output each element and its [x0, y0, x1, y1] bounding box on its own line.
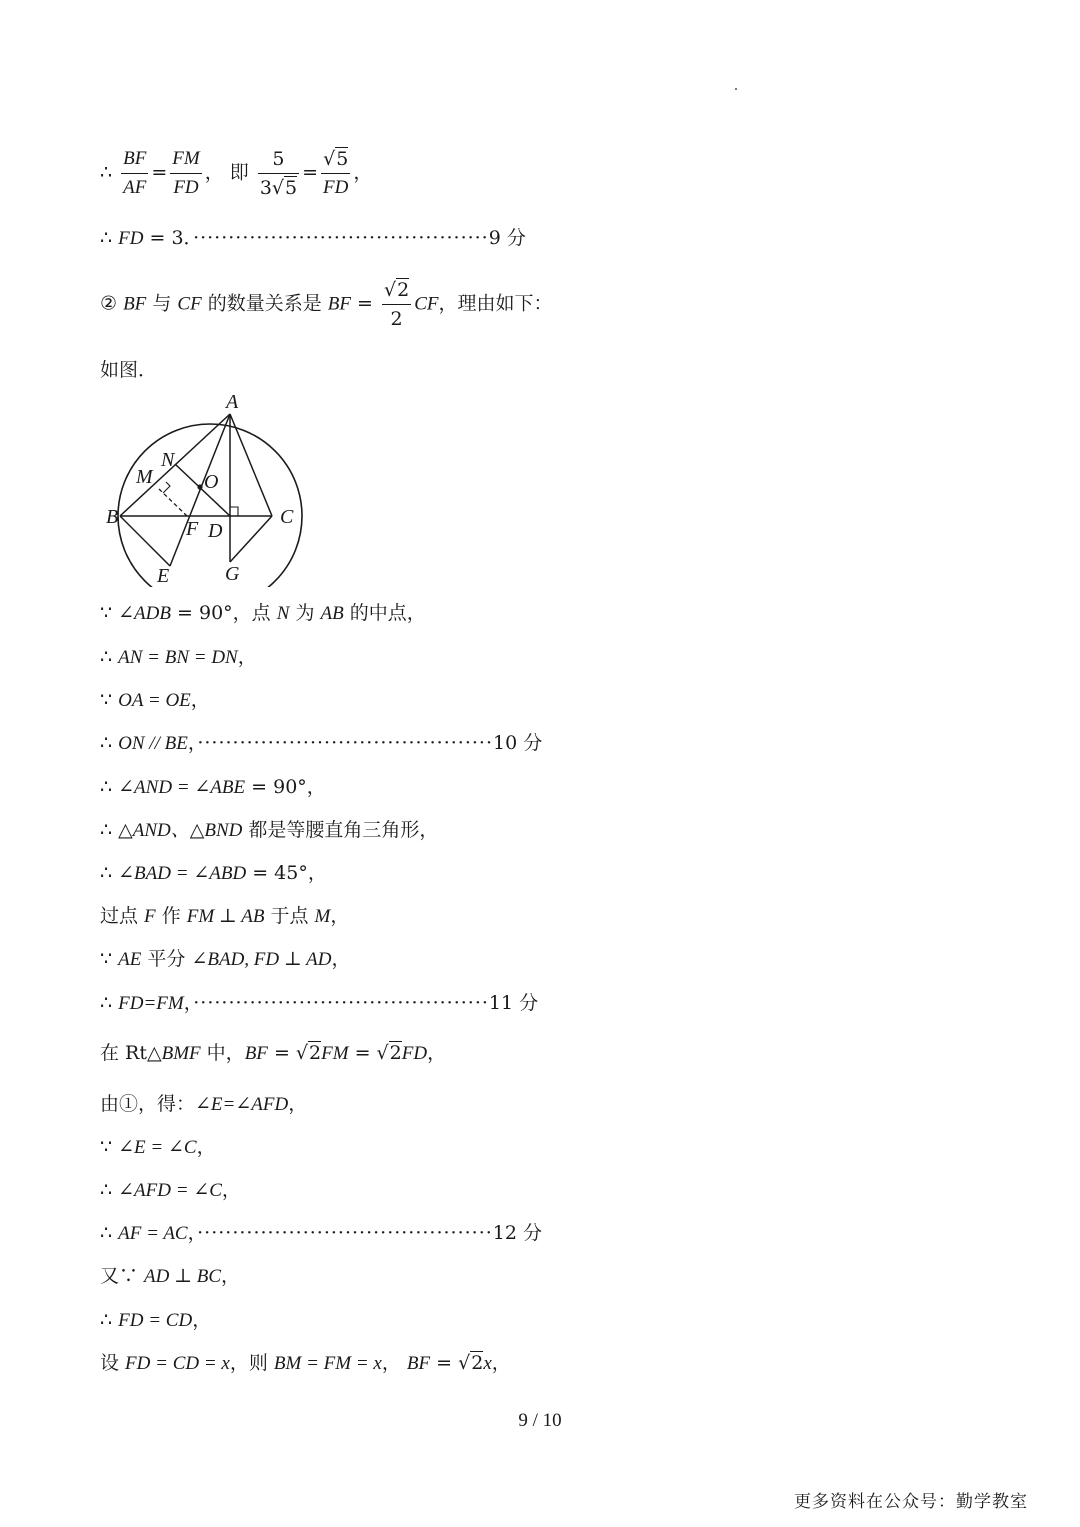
line-on-parallel-be: ∴ ON // BE，··········································10 分 — [100, 732, 543, 754]
label-n: N — [161, 449, 175, 471]
line-rt-bmf: 在 Rt△BMF 中，BF = √2FM = √2FD， — [100, 1039, 446, 1068]
label-g: G — [225, 563, 240, 585]
sqrt-symbol: √2 — [383, 279, 410, 301]
label-b: B — [106, 506, 119, 528]
line-isosceles: ∴ △AND、△BND 都是等腰直角三角形， — [100, 819, 439, 841]
page-number: 9 / 10 — [518, 1410, 562, 1431]
score-label: 9 分 — [488, 227, 526, 249]
sqrt-symbol: √5 — [271, 177, 298, 199]
segment-nd — [175, 464, 230, 516]
score-label: 11 分 — [488, 992, 539, 1014]
label-d: D — [208, 520, 223, 542]
right-angle-d — [230, 507, 238, 516]
line-relation-statement: ② BF 与 CF 的数量关系是 BF = $\frac{√2}{2}$ CF，理由如下： — [100, 276, 552, 333]
score-leader-dots: ·········································· — [197, 732, 493, 754]
sqrt-symbol: √5 — [323, 148, 349, 170]
score-leader-dots: ·········································· — [197, 1222, 493, 1244]
line-fd-equals-3: ∴ FD = 3．··········································9 分 — [100, 227, 526, 249]
label-o: O — [204, 471, 219, 493]
score-leader-dots: ·········································· — [193, 992, 489, 1014]
line-fd-fm: ∴ FD=FM，··········································11 分 — [100, 992, 539, 1014]
sqrt-symbol: √2 — [295, 1042, 322, 1064]
label-c: C — [280, 506, 294, 528]
line-bad-abd: ∴ ∠BAD = ∠ABD = 45°， — [100, 862, 327, 884]
segment-cg — [230, 516, 272, 562]
line-construct-fm: 过点 F 作 FM ⊥ AB 于点 M， — [100, 905, 350, 927]
fraction-5-over-3root5: $\frac{5}{3√5}$ — [258, 145, 299, 202]
sqrt-symbol: √2 — [376, 1042, 402, 1064]
line-fd-cd: ∴ FD = CD， — [100, 1309, 212, 1331]
label-m: M — [136, 466, 153, 488]
line-an-bn-dn: ∴ AN = BN = DN， — [100, 646, 257, 668]
line-from-part1: 由①，得：∠E=∠AFD， — [100, 1093, 308, 1115]
segment-ac — [230, 414, 272, 516]
circle-o — [118, 424, 302, 587]
scan-speck — [735, 88, 737, 90]
therefore-symbol: ∴ — [100, 161, 113, 184]
label-e: E — [157, 565, 170, 587]
score-label: 10 分 — [493, 732, 543, 754]
right-angle-m — [163, 482, 170, 493]
segment-be — [120, 516, 170, 566]
sqrt-symbol: √2 — [458, 1352, 484, 1374]
segment-ae — [170, 414, 230, 566]
fraction-root2-over-2: $\frac{√2}{2}$ — [382, 276, 411, 333]
line-ratio: ∴ $\frac{BF}{AF}$ = $\frac{FM}{FD}$ ， 即 $\frac{5}{3√5}$ = $\frac{√5}{FD}$ ， — [100, 145, 372, 202]
line-af-ac: ∴ AF = AC，··········································12 分 — [100, 1222, 543, 1244]
score-label: 12 分 — [492, 1222, 543, 1244]
line-ad-perp-bc: 又∵ AD ⊥ BC， — [100, 1265, 241, 1287]
line-and-abe: ∴ ∠AND = ∠ABE = 90°， — [100, 776, 326, 798]
fraction-fm-fd: $\frac{FM}{FD}$ — [170, 145, 201, 202]
line-afd-equals-c: ∴ ∠AFD = ∠C， — [100, 1179, 241, 1201]
line-e-equals-c: ∵ ∠E = ∠C， — [100, 1136, 216, 1158]
label-a: A — [226, 392, 239, 413]
line-as-figure: 如图． — [100, 359, 158, 381]
line-ae-bisects: ∵ AE 平分 ∠BAD, FD ⊥ AD， — [100, 948, 351, 970]
center-point-o — [197, 484, 202, 489]
fraction-root5-over-fd: $\frac{√5}{FD}$ — [321, 145, 350, 202]
line-let-x: 设 FD = CD = x，则 BM = FM = x， BF = √2x， — [100, 1349, 511, 1378]
footer-watermark: 更多资料在公众号：勤学教室 — [794, 1492, 1028, 1512]
fraction-bf-af: $\frac{BF}{AF}$ — [121, 145, 148, 202]
label-f: F — [186, 518, 199, 540]
line-oa-oe: ∵ OA = OE， — [100, 689, 210, 711]
geometry-figure — [100, 392, 310, 587]
score-leader-dots: ·········································· — [193, 227, 489, 249]
line-adb-90: ∵ ∠ADB = 90°，点 N 为 AB 的中点， — [100, 602, 426, 624]
